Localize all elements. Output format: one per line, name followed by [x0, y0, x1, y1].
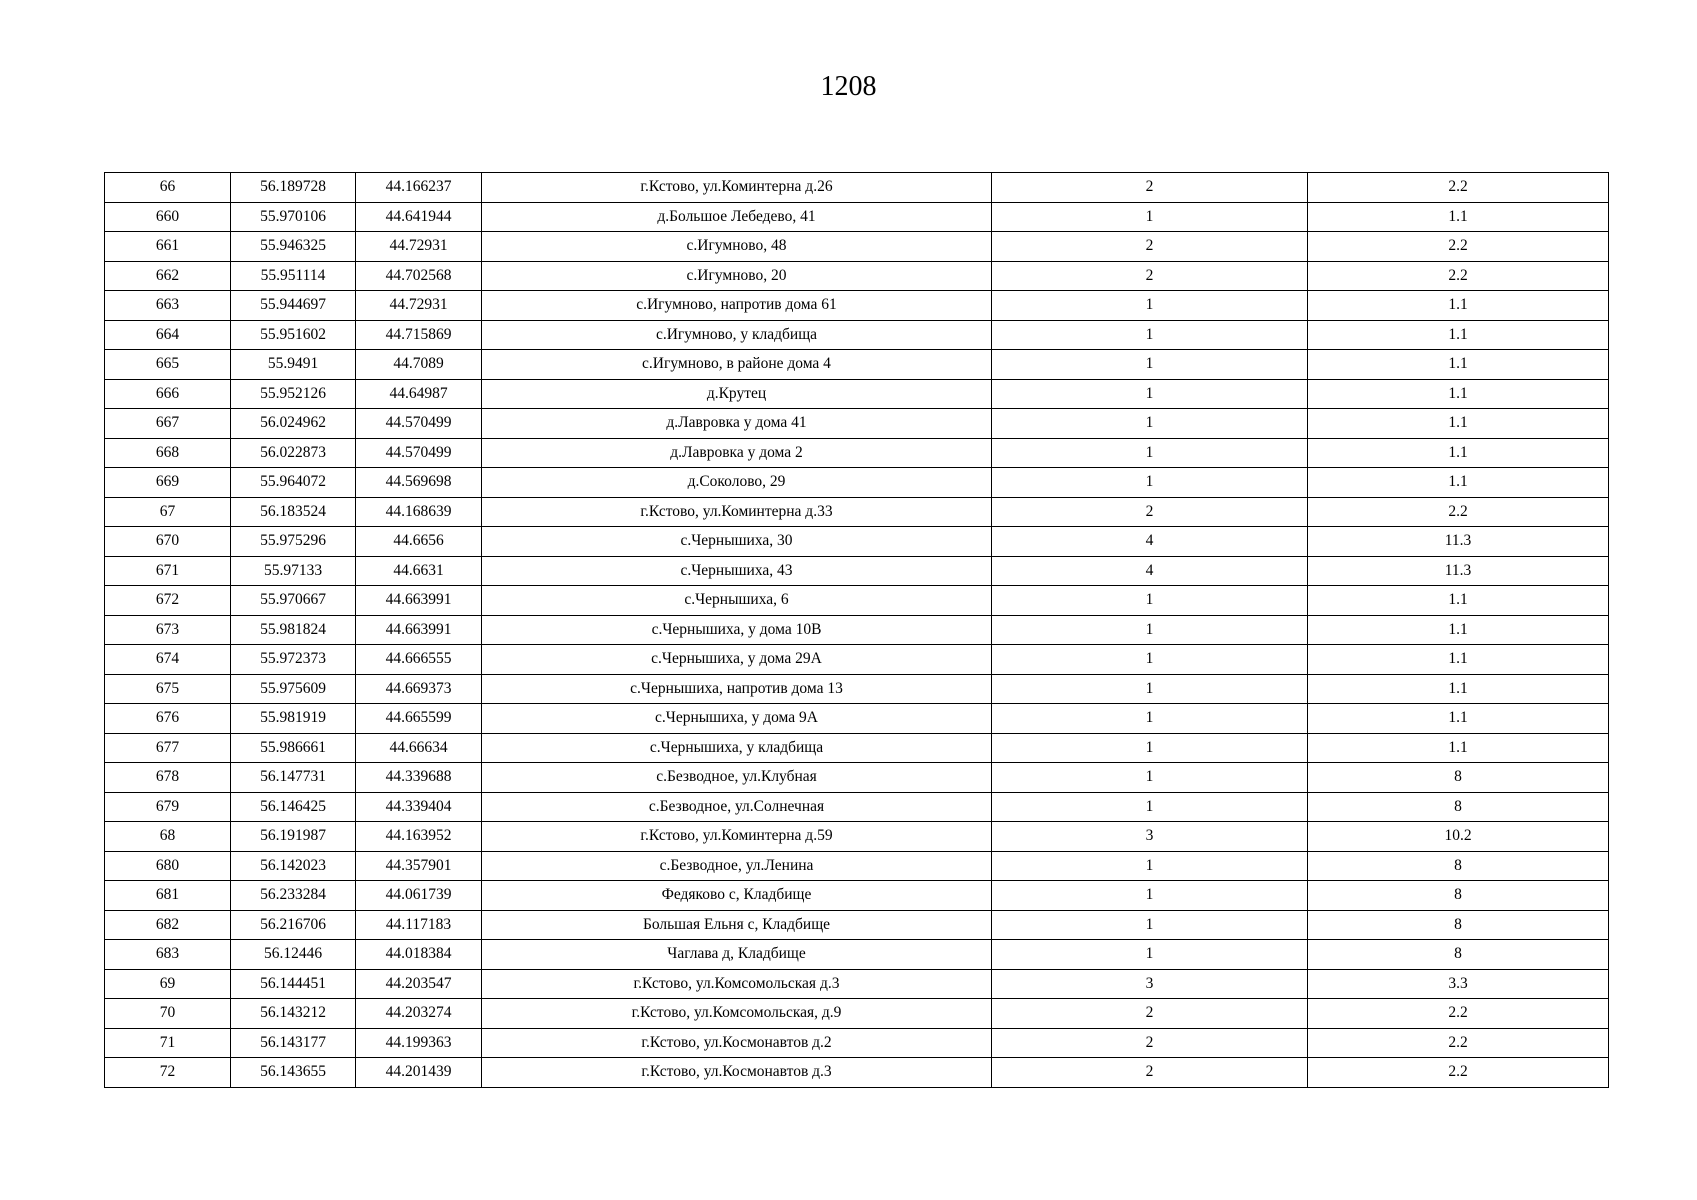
- cell-volume: 1.1: [1308, 468, 1609, 498]
- cell-count: 1: [992, 792, 1308, 822]
- cell-id: 666: [105, 379, 231, 409]
- table-row: [105, 792, 1609, 822]
- table-row: [105, 999, 1609, 1029]
- cell-longitude: 44.72931: [356, 291, 482, 321]
- table-row: [105, 350, 1609, 380]
- cell-volume: 11.3: [1308, 556, 1609, 586]
- cell-address: г.Кстово, ул.Коминтерна д.26: [482, 173, 992, 203]
- cell-count: 2: [992, 173, 1308, 203]
- cell-latitude: 56.183524: [231, 497, 356, 527]
- cell-address: с.Чернышиха, 30: [482, 527, 992, 557]
- cell-count: 2: [992, 232, 1308, 262]
- cell-longitude: 44.663991: [356, 615, 482, 645]
- cell-address: д.Соколово, 29: [482, 468, 992, 498]
- cell-longitude: 44.64987: [356, 379, 482, 409]
- cell-volume: 10.2: [1308, 822, 1609, 852]
- cell-count: 4: [992, 527, 1308, 557]
- cell-address: д.Крутец: [482, 379, 992, 409]
- cell-latitude: 56.142023: [231, 851, 356, 881]
- cell-count: 1: [992, 881, 1308, 911]
- cell-latitude: 56.189728: [231, 173, 356, 203]
- cell-id: 667: [105, 409, 231, 439]
- cell-latitude: 56.191987: [231, 822, 356, 852]
- cell-count: 4: [992, 556, 1308, 586]
- table-row: [105, 379, 1609, 409]
- cell-count: 1: [992, 202, 1308, 232]
- cell-address: с.Игумново, в районе дома 4: [482, 350, 992, 380]
- cell-longitude: 44.163952: [356, 822, 482, 852]
- table-row: [105, 232, 1609, 262]
- cell-longitude: 44.7089: [356, 350, 482, 380]
- cell-longitude: 44.665599: [356, 704, 482, 734]
- cell-latitude: 56.022873: [231, 438, 356, 468]
- table-row: [105, 763, 1609, 793]
- table-row: [105, 202, 1609, 232]
- cell-address: с.Чернышиха, напротив дома 13: [482, 674, 992, 704]
- cell-longitude: 44.666555: [356, 645, 482, 675]
- table-row: [105, 969, 1609, 999]
- cell-id: 670: [105, 527, 231, 557]
- cell-latitude: 56.144451: [231, 969, 356, 999]
- cell-count: 1: [992, 851, 1308, 881]
- table-row: [105, 468, 1609, 498]
- cell-longitude: 44.117183: [356, 910, 482, 940]
- cell-longitude: 44.715869: [356, 320, 482, 350]
- table-body: [105, 173, 1609, 1088]
- cell-longitude: 44.018384: [356, 940, 482, 970]
- cell-latitude: 55.951114: [231, 261, 356, 291]
- cell-longitude: 44.72931: [356, 232, 482, 262]
- table-row: [105, 409, 1609, 439]
- cell-longitude: 44.199363: [356, 1028, 482, 1058]
- cell-address: г.Кстово, ул.Коминтерна д.59: [482, 822, 992, 852]
- cell-volume: 1.1: [1308, 350, 1609, 380]
- cell-count: 1: [992, 910, 1308, 940]
- cell-id: 661: [105, 232, 231, 262]
- cell-address: д.Лавровка у дома 41: [482, 409, 992, 439]
- cell-address: г.Кстово, ул.Коминтерна д.33: [482, 497, 992, 527]
- table-row: [105, 822, 1609, 852]
- cell-id: 677: [105, 733, 231, 763]
- table-row: [105, 497, 1609, 527]
- cell-longitude: 44.166237: [356, 173, 482, 203]
- cell-address: г.Кстово, ул.Комсомольская д.3: [482, 969, 992, 999]
- cell-id: 67: [105, 497, 231, 527]
- cell-latitude: 55.981919: [231, 704, 356, 734]
- cell-latitude: 56.024962: [231, 409, 356, 439]
- cell-latitude: 56.233284: [231, 881, 356, 911]
- cell-volume: 1.1: [1308, 291, 1609, 321]
- cell-volume: 1.1: [1308, 704, 1609, 734]
- data-table: [104, 172, 1609, 1088]
- cell-id: 675: [105, 674, 231, 704]
- cell-latitude: 55.951602: [231, 320, 356, 350]
- cell-longitude: 44.203547: [356, 969, 482, 999]
- cell-longitude: 44.339688: [356, 763, 482, 793]
- cell-longitude: 44.702568: [356, 261, 482, 291]
- cell-longitude: 44.061739: [356, 881, 482, 911]
- cell-id: 664: [105, 320, 231, 350]
- cell-id: 663: [105, 291, 231, 321]
- cell-id: 671: [105, 556, 231, 586]
- cell-id: 676: [105, 704, 231, 734]
- cell-latitude: 55.975609: [231, 674, 356, 704]
- cell-id: 672: [105, 586, 231, 616]
- cell-address: д.Лавровка у дома 2: [482, 438, 992, 468]
- cell-address: с.Чернышиха, у кладбища: [482, 733, 992, 763]
- cell-volume: 1.1: [1308, 379, 1609, 409]
- cell-id: 683: [105, 940, 231, 970]
- cell-count: 2: [992, 497, 1308, 527]
- table-row: [105, 940, 1609, 970]
- cell-volume: 2.2: [1308, 1028, 1609, 1058]
- cell-latitude: 56.143212: [231, 999, 356, 1029]
- table-row: [105, 586, 1609, 616]
- cell-latitude: 56.147731: [231, 763, 356, 793]
- cell-id: 68: [105, 822, 231, 852]
- cell-volume: 1.1: [1308, 409, 1609, 439]
- cell-volume: 2.2: [1308, 1058, 1609, 1088]
- cell-address: с.Игумново, напротив дома 61: [482, 291, 992, 321]
- cell-volume: 8: [1308, 851, 1609, 881]
- page-number: 1208: [820, 71, 877, 102]
- table-row: [105, 261, 1609, 291]
- cell-latitude: 55.946325: [231, 232, 356, 262]
- table-row: [105, 556, 1609, 586]
- cell-count: 1: [992, 615, 1308, 645]
- cell-count: 1: [992, 645, 1308, 675]
- cell-latitude: 55.970667: [231, 586, 356, 616]
- cell-count: 1: [992, 763, 1308, 793]
- cell-address: с.Чернышиха, у дома 9А: [482, 704, 992, 734]
- cell-longitude: 44.570499: [356, 438, 482, 468]
- cell-address: с.Чернышиха, у дома 10В: [482, 615, 992, 645]
- cell-longitude: 44.6631: [356, 556, 482, 586]
- cell-id: 71: [105, 1028, 231, 1058]
- cell-id: 69: [105, 969, 231, 999]
- cell-volume: 1.1: [1308, 615, 1609, 645]
- cell-count: 1: [992, 586, 1308, 616]
- cell-volume: 1.1: [1308, 733, 1609, 763]
- cell-count: 2: [992, 1028, 1308, 1058]
- cell-id: 662: [105, 261, 231, 291]
- cell-count: 1: [992, 438, 1308, 468]
- cell-latitude: 55.975296: [231, 527, 356, 557]
- cell-volume: 8: [1308, 940, 1609, 970]
- table-row: [105, 881, 1609, 911]
- cell-count: 3: [992, 969, 1308, 999]
- cell-address: с.Игумново, 48: [482, 232, 992, 262]
- cell-address: с.Чернышиха, 43: [482, 556, 992, 586]
- cell-latitude: 55.981824: [231, 615, 356, 645]
- cell-address: Большая Ельня с, Кладбище: [482, 910, 992, 940]
- cell-longitude: 44.663991: [356, 586, 482, 616]
- cell-volume: 3.3: [1308, 969, 1609, 999]
- table-row: [105, 320, 1609, 350]
- cell-volume: 1.1: [1308, 438, 1609, 468]
- cell-latitude: 55.952126: [231, 379, 356, 409]
- cell-id: 680: [105, 851, 231, 881]
- cell-longitude: 44.201439: [356, 1058, 482, 1088]
- cell-longitude: 44.339404: [356, 792, 482, 822]
- cell-latitude: 56.146425: [231, 792, 356, 822]
- table-row: [105, 1058, 1609, 1088]
- table-row: [105, 674, 1609, 704]
- cell-count: 1: [992, 291, 1308, 321]
- cell-address: Федяково с, Кладбище: [482, 881, 992, 911]
- cell-id: 72: [105, 1058, 231, 1088]
- cell-address: с.Чернышиха, у дома 29А: [482, 645, 992, 675]
- cell-longitude: 44.6656: [356, 527, 482, 557]
- cell-longitude: 44.669373: [356, 674, 482, 704]
- cell-volume: 8: [1308, 792, 1609, 822]
- cell-latitude: 56.216706: [231, 910, 356, 940]
- table-row: [105, 733, 1609, 763]
- cell-latitude: 55.97133: [231, 556, 356, 586]
- cell-volume: 11.3: [1308, 527, 1609, 557]
- cell-count: 1: [992, 733, 1308, 763]
- cell-latitude: 55.944697: [231, 291, 356, 321]
- cell-count: 2: [992, 999, 1308, 1029]
- cell-latitude: 55.970106: [231, 202, 356, 232]
- cell-volume: 1.1: [1308, 645, 1609, 675]
- cell-volume: 1.1: [1308, 674, 1609, 704]
- cell-address: г.Кстово, ул.Комсомольская, д.9: [482, 999, 992, 1029]
- table-row: [105, 1028, 1609, 1058]
- cell-id: 70: [105, 999, 231, 1029]
- table-row: [105, 910, 1609, 940]
- cell-volume: 8: [1308, 763, 1609, 793]
- cell-address: с.Игумново, у кладбища: [482, 320, 992, 350]
- cell-latitude: 55.9491: [231, 350, 356, 380]
- cell-address: Чаглава д, Кладбище: [482, 940, 992, 970]
- cell-volume: 2.2: [1308, 173, 1609, 203]
- cell-id: 678: [105, 763, 231, 793]
- cell-address: с.Безводное, ул.Солнечная: [482, 792, 992, 822]
- cell-count: 2: [992, 261, 1308, 291]
- cell-id: 682: [105, 910, 231, 940]
- cell-latitude: 56.12446: [231, 940, 356, 970]
- cell-volume: 1.1: [1308, 586, 1609, 616]
- table-row: [105, 645, 1609, 675]
- cell-volume: 1.1: [1308, 320, 1609, 350]
- cell-longitude: 44.569698: [356, 468, 482, 498]
- table-row: [105, 704, 1609, 734]
- cell-longitude: 44.357901: [356, 851, 482, 881]
- table-row: [105, 851, 1609, 881]
- table-row: [105, 291, 1609, 321]
- cell-volume: 1.1: [1308, 202, 1609, 232]
- cell-count: 1: [992, 320, 1308, 350]
- cell-latitude: 56.143177: [231, 1028, 356, 1058]
- table-row: [105, 438, 1609, 468]
- cell-volume: 2.2: [1308, 232, 1609, 262]
- cell-address: г.Кстово, ул.Космонавтов д.2: [482, 1028, 992, 1058]
- cell-id: 673: [105, 615, 231, 645]
- cell-volume: 8: [1308, 910, 1609, 940]
- cell-latitude: 55.986661: [231, 733, 356, 763]
- cell-latitude: 56.143655: [231, 1058, 356, 1088]
- cell-id: 660: [105, 202, 231, 232]
- cell-address: с.Игумново, 20: [482, 261, 992, 291]
- cell-longitude: 44.203274: [356, 999, 482, 1029]
- cell-count: 1: [992, 704, 1308, 734]
- cell-count: 1: [992, 379, 1308, 409]
- table-row: [105, 173, 1609, 203]
- cell-latitude: 55.972373: [231, 645, 356, 675]
- cell-address: д.Большое Лебедево, 41: [482, 202, 992, 232]
- cell-id: 66: [105, 173, 231, 203]
- cell-count: 1: [992, 409, 1308, 439]
- cell-id: 674: [105, 645, 231, 675]
- table-row: [105, 615, 1609, 645]
- cell-count: 1: [992, 468, 1308, 498]
- cell-id: 681: [105, 881, 231, 911]
- cell-longitude: 44.168639: [356, 497, 482, 527]
- cell-count: 1: [992, 350, 1308, 380]
- cell-longitude: 44.570499: [356, 409, 482, 439]
- cell-id: 679: [105, 792, 231, 822]
- cell-address: с.Безводное, ул.Ленина: [482, 851, 992, 881]
- cell-volume: 2.2: [1308, 497, 1609, 527]
- cell-id: 665: [105, 350, 231, 380]
- cell-id: 669: [105, 468, 231, 498]
- table-row: [105, 527, 1609, 557]
- cell-volume: 2.2: [1308, 261, 1609, 291]
- cell-volume: 2.2: [1308, 999, 1609, 1029]
- cell-longitude: 44.66634: [356, 733, 482, 763]
- cell-address: с.Чернышиха, 6: [482, 586, 992, 616]
- cell-count: 2: [992, 1058, 1308, 1088]
- cell-longitude: 44.641944: [356, 202, 482, 232]
- cell-address: г.Кстово, ул.Космонавтов д.3: [482, 1058, 992, 1088]
- cell-volume: 8: [1308, 881, 1609, 911]
- cell-count: 1: [992, 674, 1308, 704]
- cell-latitude: 55.964072: [231, 468, 356, 498]
- cell-count: 1: [992, 940, 1308, 970]
- cell-count: 3: [992, 822, 1308, 852]
- cell-address: с.Безводное, ул.Клубная: [482, 763, 992, 793]
- cell-id: 668: [105, 438, 231, 468]
